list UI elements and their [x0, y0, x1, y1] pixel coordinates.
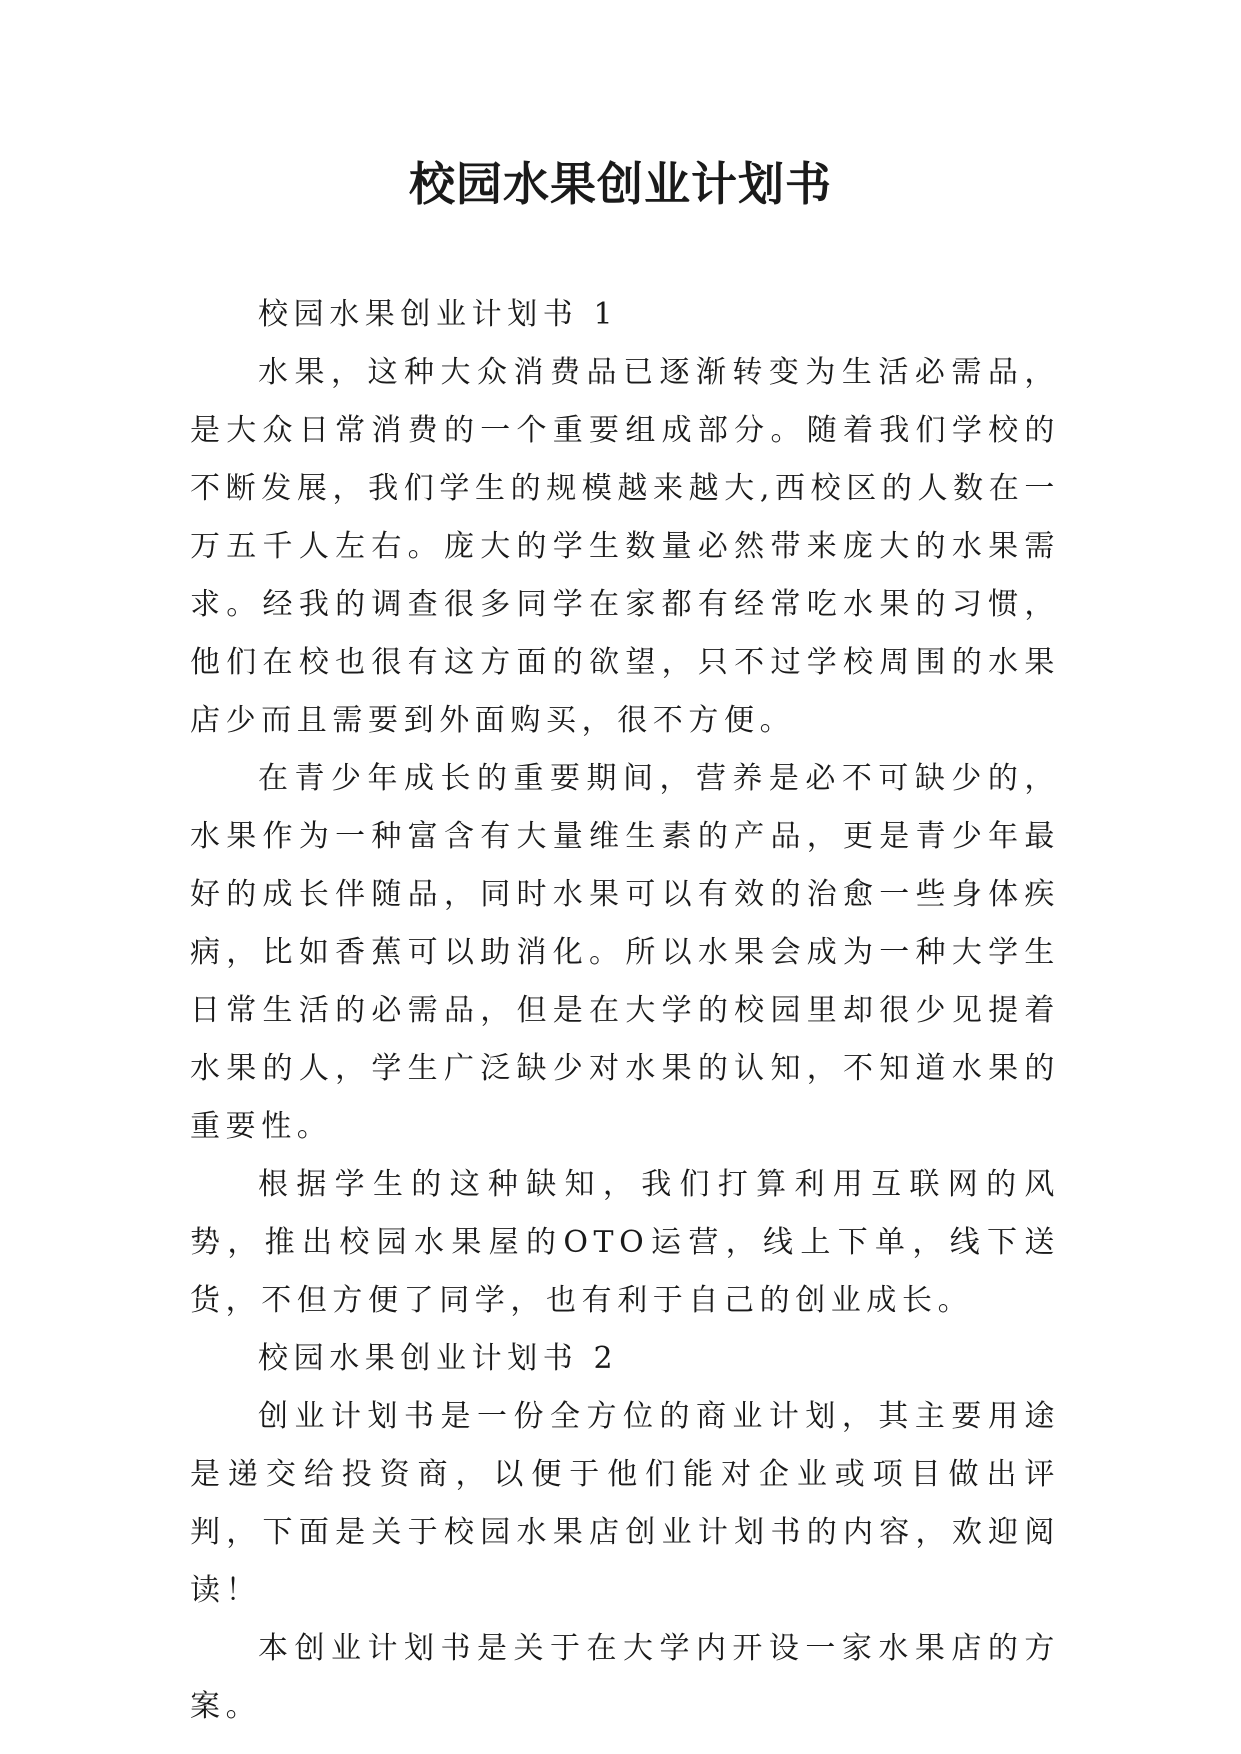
paragraph: 根据学生的这种缺知，我们打算利用互联网的风势，推出校园水果屋的OTO运营，线上下单，线下送货，不但方便了同学，也有利于自己的创业成长。 — [190, 1167, 1060, 1318]
paragraph: 水果，这种大众消费品已逐渐转变为生活必需品，是大众日常消费的一个重要组成部分。随着我们学校的不断发展，我们学生的规模越来越大,西校区的人数在一万五千人左右。庞大的学生数量必然带来庞大的水果需求。经我的调查很多同学在家都有经常吃水果的习惯，他们在校也很有这方面的欲望，只不过学校周围的水果店少而且需要到外面购买，很不方便。 — [190, 355, 1060, 738]
paragraph: 本创业计划书是关于在大学内开设一家水果店的方案。 — [190, 1631, 1060, 1724]
document-body — [190, 286, 1060, 1736]
paragraph: 在青少年成长的重要期间，营养是必不可缺少的，水果作为一种富含有大量维生素的产品，更是青少年最好的成长伴随品，同时水果可以有效的治愈一些身体疾病，比如香蕉可以助消化。所以水果会成为一种大学生日常生活的必需品，但是在大学的校园里却很少见提着水果的人，学生广泛缺少对水果的认知，不知道水果的重要性。 — [190, 761, 1060, 1144]
section-heading-2: 校园水果创业计划书 2 — [258, 1341, 619, 1376]
paragraph: 创业计划书是一份全方位的商业计划，其主要用途是递交给投资商，以便于他们能对企业或项目做出评判，下面是关于校园水果店创业计划书的内容，欢迎阅读！ — [190, 1399, 1060, 1608]
document-title: 校园水果创业计划书 — [409, 157, 832, 211]
section-heading-1: 校园水果创业计划书 1 — [258, 297, 619, 332]
